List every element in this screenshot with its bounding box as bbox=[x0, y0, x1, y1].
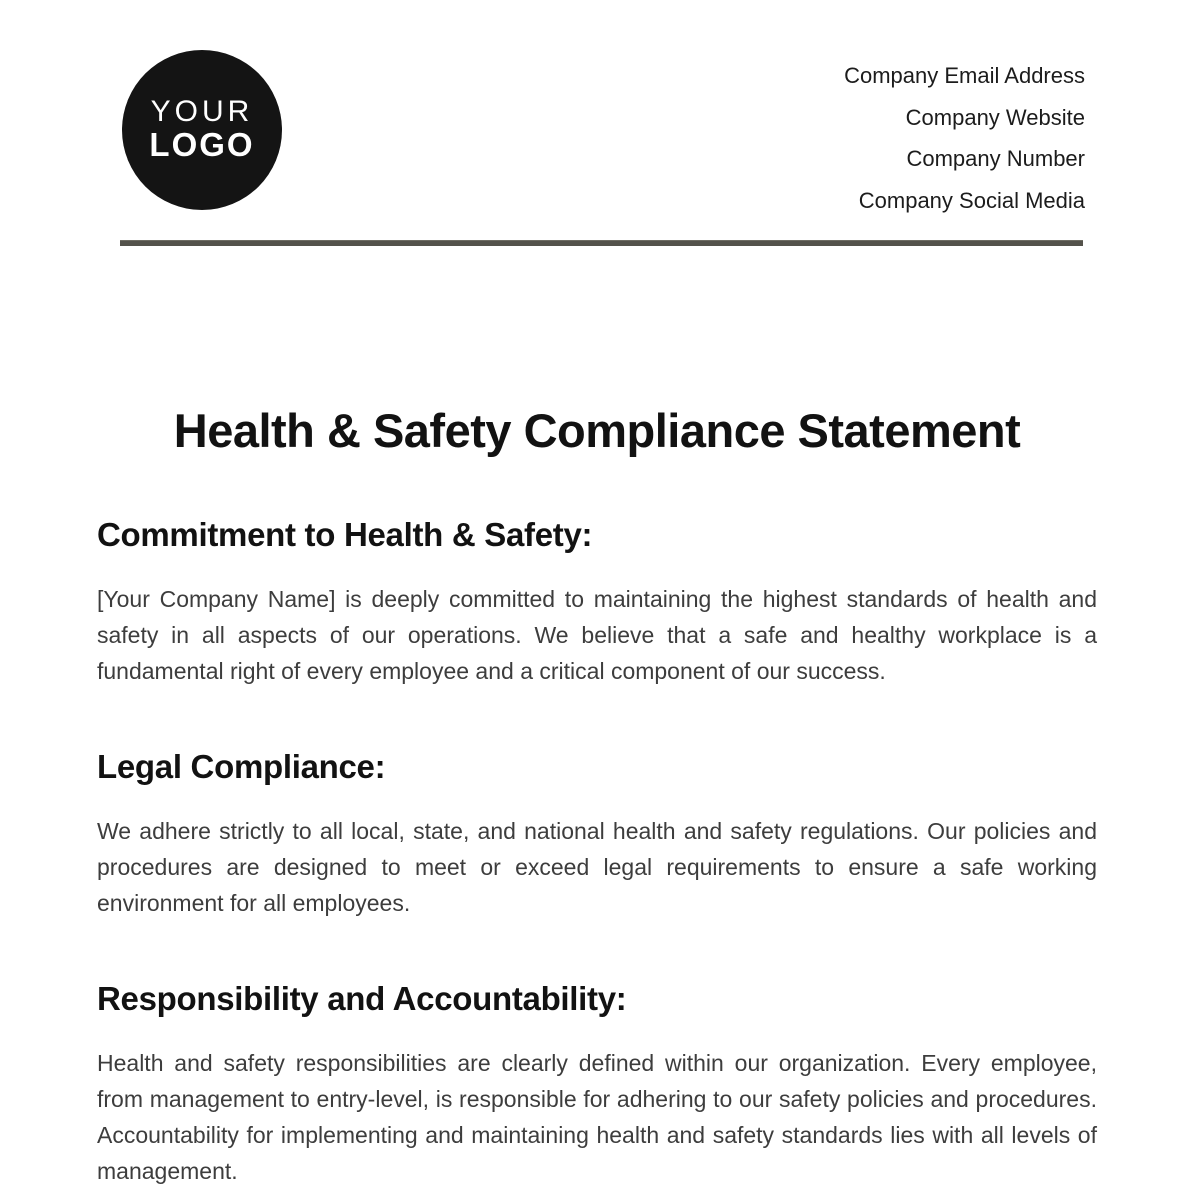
section-body: [Your Company Name] is deeply committed to maintaining the highest standards of health and safety in all aspects of our operations. We believe that a safe and healthy workplace is a fundamental right of every employee and a critical component of our success. bbox=[97, 586, 1097, 684]
contact-line-social: Company Social Media bbox=[858, 187, 1085, 213]
section-body: We adhere strictly to all local, state, and national health and safety regulations. Our policies and procedures are designed to meet or exceed legal requirements to ensure a safe working environment for all employees. bbox=[97, 818, 1097, 916]
logo-text-your: YOUR bbox=[150, 94, 254, 128]
company-logo bbox=[122, 50, 282, 210]
section-body: Health and safety responsibilities are clearly defined within our organization. Every employee, from management to entry-level, is responsible for adhering to our safety policies and procedures. Accountability for implementing and maintaining health and safety standards lies with all levels of management. bbox=[97, 1050, 1097, 1184]
contact-info bbox=[844, 55, 1085, 221]
header-divider bbox=[120, 240, 1083, 246]
section-heading: Commitment to Health & Safety: bbox=[97, 516, 593, 553]
contact-line-number: Company Number bbox=[906, 146, 1085, 171]
section-commitment bbox=[97, 517, 1097, 689]
document-content bbox=[97, 406, 1097, 1189]
logo-text-logo: LOGO bbox=[149, 125, 255, 163]
contact-line-email: Company Email Address bbox=[844, 63, 1085, 88]
section-responsibility bbox=[97, 981, 1097, 1189]
section-heading: Responsibility and Accountability: bbox=[97, 980, 627, 1017]
contact-line-website: Company Website bbox=[905, 104, 1085, 130]
section-legal-compliance bbox=[97, 749, 1097, 921]
page-title: Health & Safety Compliance Statement bbox=[173, 404, 1021, 457]
section-heading: Legal Compliance: bbox=[97, 748, 386, 785]
